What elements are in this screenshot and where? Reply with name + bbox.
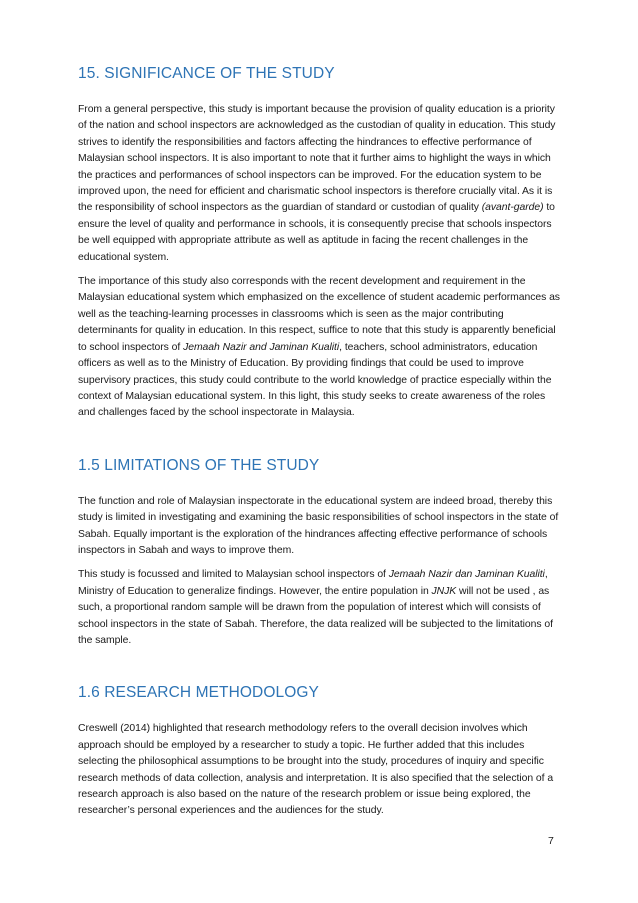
page-content [78,64,562,820]
text-run: Creswell (2014) highlighted that research methodology refers to the overall decision involves which approach should be employed by a researcher to study a topic. He further added that this includes selecting the philosophical assumptions to be brought into the study, procedures of inquiry and specific research methods of data collection, analysis and interpretation. It is also specified that the selection of a research approach is also based on the nature of the research problem or issue being explored, the researcher’s personal experiences and the audiences for the study. [78,723,554,817]
body-paragraph [78,567,562,649]
body-paragraph [78,274,562,422]
text-run: , Ministry of Education to generalize findings. However, the entire population in [78,569,548,597]
text-run: , teachers, school administrators, education officers as well as to the Ministry of Education. By providing findings that could be used to improve supervisory practices, this study could contribute to the world knowledge of practice especially within the context of Malaysian educational system. In this light, this study seeks to create awareness of the roles and challenges faced by the school inspectorate in Malaysia. [78,341,552,419]
section-heading: 1.5 LIMITATIONS OF THE STUDY [78,456,320,474]
body-paragraph [78,494,562,560]
body-paragraph [78,102,562,266]
italic-text: Jemaah Nazir dan Jaminan Kualiti [388,569,545,581]
text-run: The function and role of Malaysian inspectorate in the educational system are indeed broad, thereby this study is limited in investigating and examining the basic responsibilities of school inspectors in the state of Sabah. Equally important is the exploration of the hindrances affecting effective performance of schools inspectors in Sabah and ways to improve them. [78,495,559,556]
section-heading: 15. SIGNIFICANCE OF THE STUDY [78,65,335,82]
text-run: This study is focussed and limited to Malaysian school inspectors of [78,569,389,581]
italic-text: Jemaah Nazir and Jaminan Kualiti [183,341,340,353]
text-run: to ensure the level of quality and performance in schools, it is consequently precise that schools inspectors be well equipped with appropriate attribute as well as aptitude in facing the recent challenges in the educational system. [78,202,555,263]
text-run: The importance of this study also corresponds with the recent development and requirement in the Malaysian educational system which emphasized on the excellence of student academic performances as well as the teaching-learning processes in classrooms which is seen as the major contributing determinants for quality in education. In this respect, suffice to note that this study is apparently beneficial to school inspectors of [78,276,560,353]
section-heading: 1.6 RESEARCH METHODOLOGY [78,684,319,702]
italic-text: JNJK [431,585,457,597]
body-paragraph [78,721,562,819]
italic-text: (avant-garde) [481,202,544,214]
page-number: 7 [548,835,554,847]
text-run: From a general perspective, this study is important because the provision of quality education is a priority of the nation and school inspectors are acknowledged as the custodian of quality in education. This study strives to identify the responsibilities and factors affecting the hindrances to effective performance of Malaysian school inspectors. It is also important to note that it further aims to highlight the ways in which the practices and performances of school inspectors can be improved. For the education system to be improved upon, the need for efficient and charismatic school inspectors is therefore crucially vital. As it is the responsibility of school inspectors as the guardian of standard or custodian of quality [78,104,556,214]
text-run: will not be used , as such, a proportional random sample will be drawn from the population of interest which will consists of school inspectors in the state of Sabah. Therefore, the data realized will be subjected to the limitations of the sample. [78,585,553,646]
